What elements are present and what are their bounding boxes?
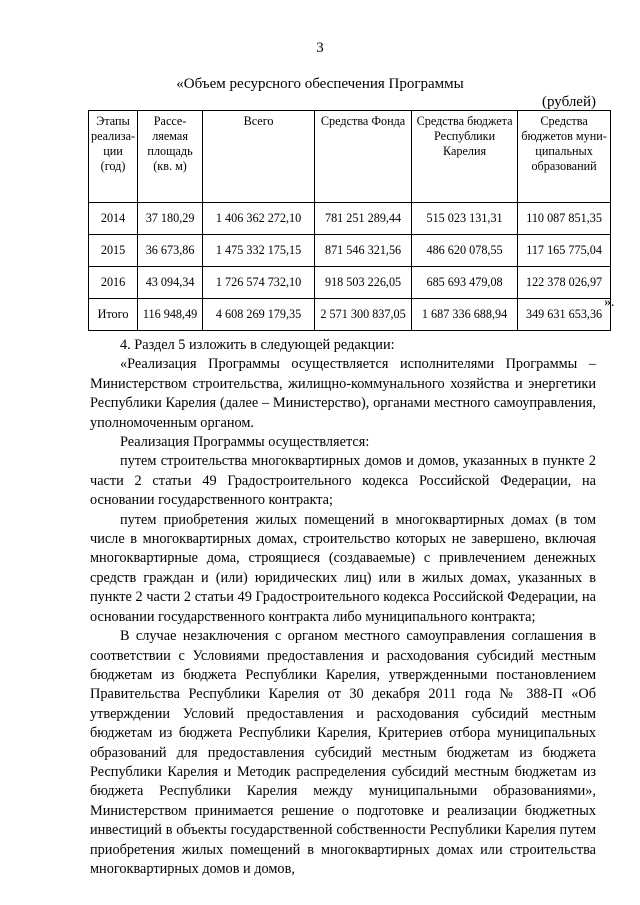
header-republic-budget: Средства бюджета Республики Карелия — [412, 111, 518, 203]
header-municipal-budgets: Средства бюджетов муни-ципальных образований — [518, 111, 611, 203]
header-total: Всего — [203, 111, 315, 203]
table-row — [89, 235, 611, 267]
units-label: (рублей) — [541, 94, 596, 110]
paragraph: В случае незаключения с органом местного самоуправления соглашения в соответствии с Условиями предоставления и расходования субсидий местным бюджетам из бюджета Республики Карелия, утвержденными постановлением Правительства Республики Карелия от 30 декабря 2011 года № 388-П «Об утверждении Условий предоставления и расходования субсидий местным бюджетам из бюджета Республики Карелия, Критериев отбора муниципальных образований для предоставления субсидий местным бюджетам из бюджета Республики Карелия и Методик распределения субсидий местным бюджетам из бюджета Республики Карелия между муниципальными образованиями», Министерством принимается решение о подготовке и реализации бюджетных инвестиций в объекты государственной собственности Республики Карелия путем приобретения жилых помещений в многоквартирных домах или строительства многоквартирных домов и домов, — [90, 628, 596, 877]
table-cell: 1 687 336 688,94 — [412, 299, 518, 331]
table-row — [89, 203, 611, 235]
table-cell: 2 571 300 837,05 — [315, 299, 412, 331]
table-cell: 1 475 332 175,15 — [203, 235, 315, 267]
body-text — [90, 336, 596, 879]
header-area: Рассе-ляемая площадь (кв. м) — [138, 111, 203, 203]
paragraph: путем строительства многоквартирных домов и домов, указанных в пункте 2 части 2 статьи 49 Градостроительного кодекса Российской Федерации, на основании государственного контракта; — [90, 453, 596, 509]
table-total-row — [89, 299, 611, 331]
table-cell: 43 094,34 — [138, 267, 203, 299]
table-title: «Объем ресурсного обеспечения Программы — [176, 76, 464, 92]
table-cell: 871 546 321,56 — [315, 235, 412, 267]
table-cell: 116 948,49 — [138, 299, 203, 331]
table-cell: 2015 — [89, 235, 138, 267]
table-cell: 37 180,29 — [138, 203, 203, 235]
table-cell: 2016 — [89, 267, 138, 299]
header-fund: Средства Фонда — [315, 111, 412, 203]
table-cell: 110 087 851,35 — [518, 203, 611, 235]
table-cell: 122 378 026,97 — [518, 267, 611, 299]
table-cell: 1 406 362 272,10 — [203, 203, 315, 235]
paragraph: путем приобретения жилых помещений в многоквартирных домах (в том числе в многоквартирных домах, строительство которых не завершено, включая многоквартирные дома, строящиеся (создаваемые) с привлечением денежных средств граждан и (или) юридических лиц) или в жилых домах, указанных в пункте 2 части 2 статьи 49 Градостроительного кодекса Российской Федерации, на основании государственного контракта либо муниципального контракта; — [90, 511, 596, 625]
table-cell: 1 726 574 732,10 — [203, 267, 315, 299]
table-cell: 4 608 269 179,35 — [203, 299, 315, 331]
header-stages: Этапы реализа-ции (год) — [89, 111, 138, 203]
page-number: 3 — [316, 40, 324, 56]
table-cell: 685 693 479,08 — [412, 267, 518, 299]
table-header-row — [89, 111, 611, 203]
paragraph: Реализация Программы осуществляется: — [120, 434, 370, 451]
table-cell: 918 503 226,05 — [315, 267, 412, 299]
table-cell: 781 251 289,44 — [315, 203, 412, 235]
table-cell: 117 165 775,04 — [518, 235, 611, 267]
paragraph: «Реализация Программы осуществляется исполнителями Программы – Министерством строительства, жилищно-коммунального хозяйства и энергетики Республики Карелия (далее – Министерство), органами местного самоуправления, уполномоченным органом. — [90, 356, 596, 431]
table-cell: 515 023 131,31 — [412, 203, 518, 235]
table-cell: 2014 — [89, 203, 138, 235]
table-cell: Итого — [89, 299, 138, 331]
table-row — [89, 267, 611, 299]
table-cell: 36 673,86 — [138, 235, 203, 267]
paragraph: 4. Раздел 5 изложить в следующей редакции: — [120, 337, 395, 353]
table-cell: 349 631 653,36 — [518, 299, 611, 331]
table-cell: 486 620 078,55 — [412, 235, 518, 267]
table-closing-quote: ». — [604, 295, 615, 310]
resource-table — [88, 110, 611, 331]
